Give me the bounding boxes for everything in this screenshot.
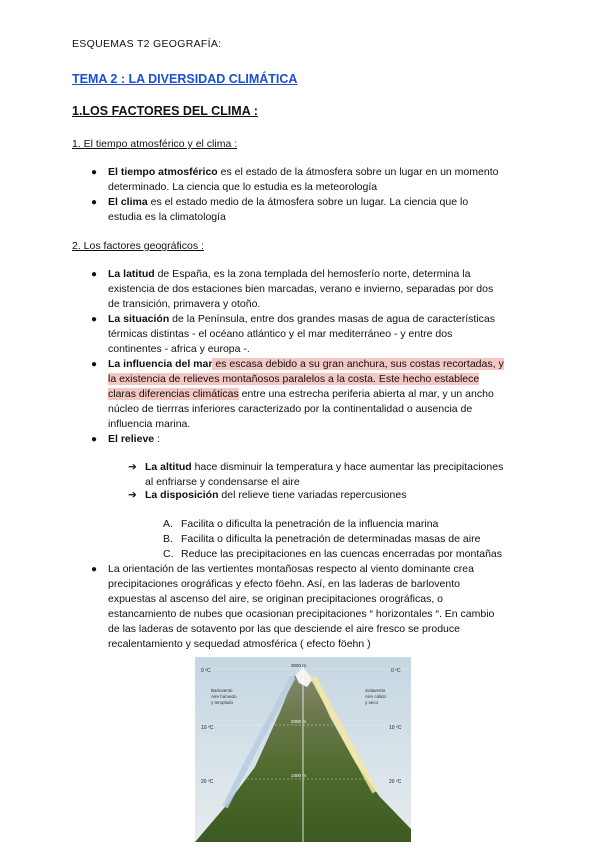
temp-label: 20 ºC (389, 779, 402, 785)
altitude-label: 3000 m (291, 663, 307, 668)
term-altitud: La altitud (145, 461, 192, 473)
highlighted-text: la existencia de relieves montañosos paralelos a la costa. Este hecho establece (108, 373, 480, 385)
document-header: ESQUEMAS T2 GEOGRAFÍA: (72, 38, 222, 50)
arrow-item-disposicion (128, 488, 407, 503)
item-letter: A. (163, 518, 173, 530)
temp-label: 20 ºC (201, 779, 214, 785)
bullet-icon: ● (91, 269, 98, 280)
item-letter: C. (163, 548, 174, 560)
bullet-icon: ● (91, 197, 98, 208)
highlighted-text: es escasa debido a su gran anchura, sus costas recortadas, y (212, 358, 504, 370)
barlovento-label: Barlovento (211, 688, 233, 693)
lettered-item-c (163, 547, 503, 562)
altitude-label: 2000 m (291, 719, 307, 724)
item-text: Facilita o dificulta la penetración de determinadas masas de aire (181, 533, 481, 545)
text-line: recalentamiento y sequedad atmosférica ( efecto föehn ) (108, 638, 371, 650)
text-line: es el estado de la átmosfera sobre un lugar en un momento (217, 166, 499, 178)
section-heading: 1.LOS FACTORES DEL CLIMA : (72, 104, 258, 118)
text-line: de transición, primavera y otoño. (108, 298, 261, 310)
list-item-relieve (91, 432, 504, 447)
text-line: hace disminuir la temperatura y hace aumentar las precipitaciones (191, 461, 504, 473)
foehn-effect-figure (195, 657, 411, 842)
subsection-heading-1: 1. El tiempo atmosférico y el clima : (72, 138, 238, 150)
text-line: determinado. La ciencia que lo estudia es la meteorología (108, 181, 378, 193)
bullet-icon: ● (91, 314, 98, 325)
text-line: entre una estrecha periferia abierta al mar, y un ancho (238, 388, 494, 400)
text-line: de España, es la zona templada del hemosferío norte, determina la (154, 268, 471, 280)
subsection-heading-2: 2. Los factores geográficos : (72, 240, 204, 252)
list-item-latitud (91, 267, 504, 312)
page-title[interactable]: TEMA 2 : LA DIVERSIDAD CLIMÁTICA (72, 72, 298, 86)
arrow-right-icon: ➔ (128, 489, 137, 501)
text-line: es el estado medio de la átmosfera sobre un lugar. La ciencia que lo (147, 196, 469, 208)
term-influencia-mar: La influencia del mar (108, 358, 213, 370)
text-line: expuestas al ascenso del aire, se originan precipitaciones orográficas, o (108, 593, 444, 605)
text-line: precipitaciones orográficas y efecto föehn. Así, en las laderas de barlovento (108, 578, 460, 590)
barlovento-label: y templado (211, 700, 234, 705)
arrow-right-icon: ➔ (128, 461, 137, 473)
sotavento-label: y seco (365, 700, 379, 705)
list-item-clima (91, 195, 498, 225)
temp-label: 0 ºC (391, 668, 401, 674)
text-line: existencia de dos estaciones bien marcadas, verano e invierno, separadas por dos (108, 283, 494, 295)
bullet-list-tiempo-clima (91, 165, 499, 225)
altitude-label: 1000 m (291, 773, 307, 778)
sotavento-label: Sotavento (365, 688, 386, 693)
temp-label: 10 ºC (201, 725, 214, 731)
text-line: térmicas distintas - el océano atlántico y el mar mediterráneo - y entre dos (108, 328, 453, 340)
mountain-diagram (195, 657, 411, 842)
bullet-icon: ● (91, 564, 98, 575)
bullet-icon: ● (91, 434, 98, 445)
term-clima: El clima (108, 196, 148, 208)
barlovento-label: Aire húmedo (211, 694, 237, 699)
text-line: continentes - africa y europa -. (108, 343, 250, 355)
lettered-item-a (163, 517, 439, 532)
list-item-orientacion (91, 562, 495, 652)
list-item-situacion (91, 312, 504, 357)
lettered-item-b (163, 532, 481, 547)
item-text: Facilita o dificulta la penetración de la influencia marina (181, 518, 439, 530)
text-line: al enfriarse y condensarse el aire (145, 476, 300, 488)
text-line: de las laderas de sotavento por las que desciende el aire fresco se produce (108, 623, 460, 635)
term-situacion: La situación (108, 313, 170, 325)
text-line: de la Península, entre dos grandes masas de agua de características (169, 313, 495, 325)
text-line: del relieve tiene variadas repercusiones (218, 489, 407, 501)
temp-label: 0 ºC (201, 668, 211, 674)
bullet-list-factores (91, 267, 504, 447)
temp-label: 10 ºC (389, 725, 402, 731)
bullet-list-orientacion (91, 562, 495, 652)
term-tiempo: El tiempo atmosférico (108, 166, 218, 178)
term-disposicion: La disposición (145, 489, 219, 501)
arrow-item-altitud (128, 460, 504, 490)
sotavento-label: Aire cálido (365, 694, 387, 699)
text-line: núcleo de tierrras inferiores caracterizado por la continentalidad o ausencia de (108, 403, 473, 415)
text-line: influencia marina. (108, 418, 191, 430)
text-line: La orientación de las vertientes montañosas respecto al viento dominante crea (108, 563, 474, 575)
list-item-tiempo (91, 165, 499, 195)
text-line: estancamiento de nubes que ocasionan precipitaciones “ horizontales “. En cambio (108, 608, 495, 620)
bullet-icon: ● (91, 359, 98, 370)
item-letter: B. (163, 533, 173, 545)
term-latitud: La latitud (108, 268, 155, 280)
text-line: : (154, 433, 160, 445)
bullet-icon: ● (91, 167, 98, 178)
term-relieve: El relieve (108, 433, 155, 445)
text-line: estudia es la climatología (108, 211, 226, 223)
list-item-influencia-mar (91, 357, 504, 432)
item-text: Reduce las precipitaciones en las cuencas encerradas por montañas (181, 548, 503, 560)
highlighted-text: claras diferencias climáticas (108, 388, 239, 400)
